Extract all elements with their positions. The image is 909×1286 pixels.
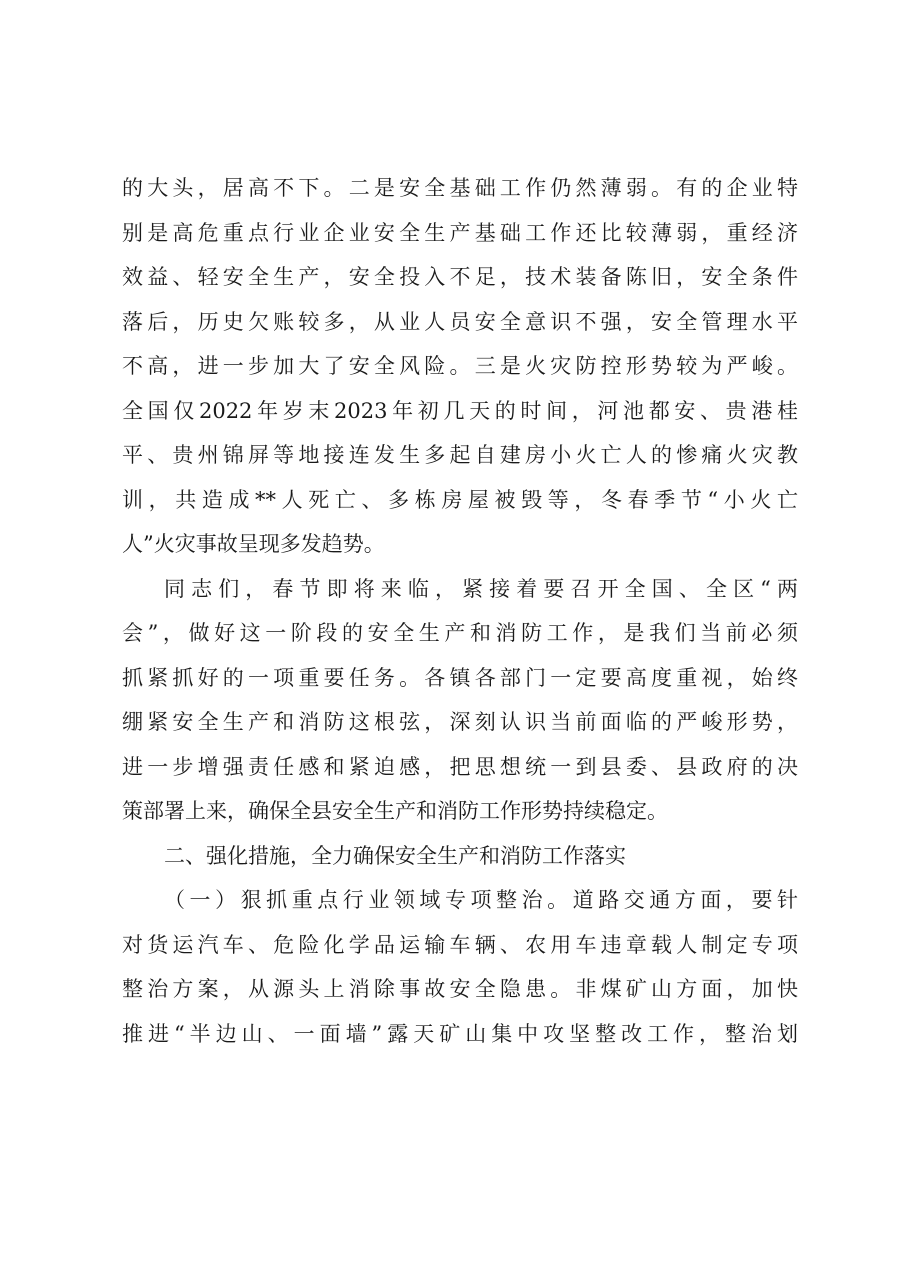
text-line: 不高，进一步加大了安全风险。三是火灾防控形势较为严峻。: [122, 354, 798, 378]
text-line: 绷紧安全生产和消防这根弦，深刻认识当前面临的严峻形势，: [122, 710, 798, 734]
paragraph-3: [122, 878, 798, 1056]
text-line: 同志们，春节即将来临，紧接着要召开全国、全区“两: [164, 576, 798, 601]
text-line: 推进“半边山、一面墙”露天矿山集中攻坚整改工作，整治划: [122, 1021, 798, 1046]
paragraph-1: [122, 166, 798, 567]
text-line: 进一步增强责任感和紧迫感，把思想统一到县委、县政府的决: [122, 754, 798, 779]
text-line: 策部署上来，确保全县安全生产和消防工作形势持续稳定。: [122, 799, 668, 823]
document-body: [122, 166, 798, 1056]
text-line: 落后，历史欠账较多，从业人员安全意识不强，安全管理水平: [122, 309, 798, 334]
heading-line: 二、强化措施，全力确保安全生产和消防工作落实: [164, 843, 626, 868]
text-line: 人”火灾事故呈现多发趋势。: [122, 532, 385, 556]
text-line: 训，共造成**人死亡、多栋房屋被毁等，冬春季节“小火亡: [122, 487, 798, 512]
text-line: 抓紧抓好的一项重要任务。各镇各部门一定要高度重视，始终: [122, 665, 798, 690]
text-line: 整治方案，从源头上消除事故安全隐患。非煤矿山方面，加快: [122, 977, 798, 1001]
text-line: 全国仅2022年岁末2023年初几天的时间，河池都安、贵港桂: [122, 398, 798, 423]
text-line: 别是高危重点行业企业安全生产基础工作还比较薄弱，重经济: [122, 220, 798, 245]
section-heading: [122, 834, 798, 879]
text-line: 效益、轻安全生产，安全投入不足，技术装备陈旧，安全条件: [122, 265, 798, 289]
text-line: 的大头，居高不下。二是安全基础工作仍然薄弱。有的企业特: [122, 176, 798, 200]
text-line: 会”，做好这一阶段的安全生产和消防工作，是我们当前必须: [122, 621, 798, 645]
text-line: 对货运汽车、危险化学品运输车辆、农用车违章载人制定专项: [122, 932, 798, 957]
paragraph-2: [122, 567, 798, 834]
text-line: 平、贵州锦屏等地接连发生多起自建房小火亡人的惨痛火灾教: [122, 443, 798, 467]
text-line: （一）狠抓重点行业领域专项整治。道路交通方面，要针: [164, 888, 798, 912]
